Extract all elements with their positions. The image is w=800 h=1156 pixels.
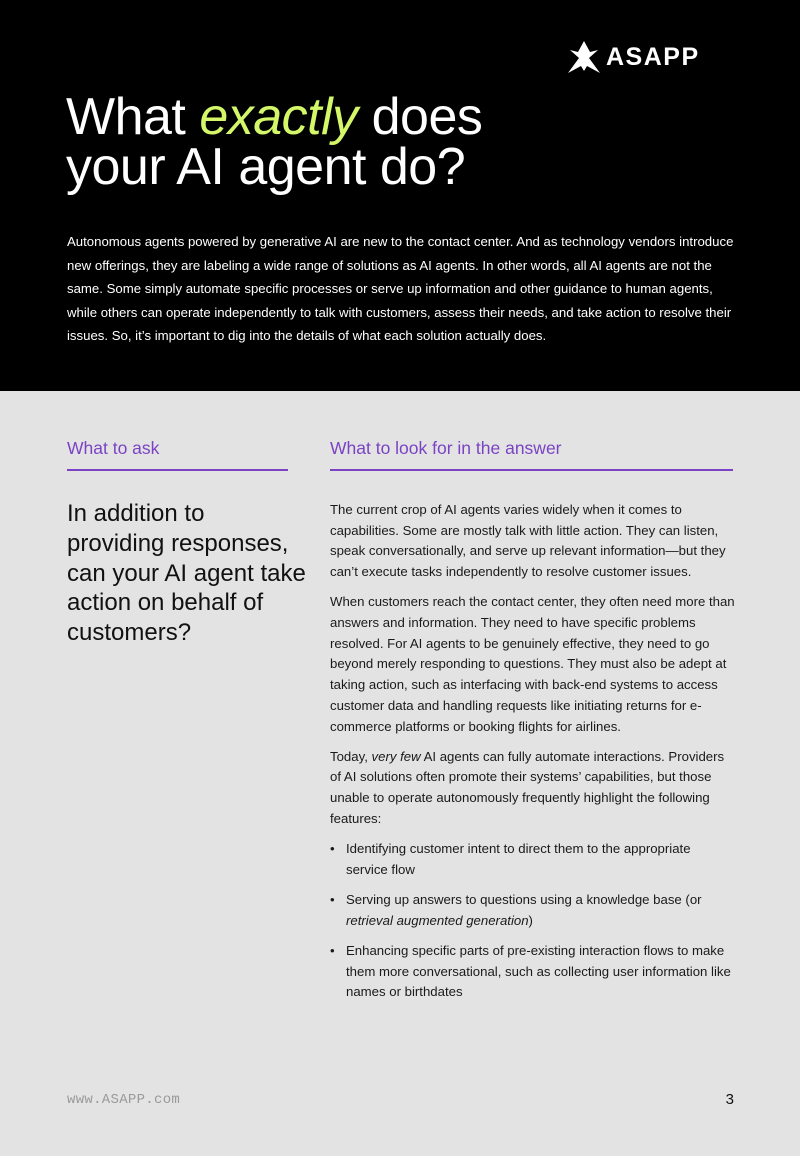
title-line-2: your AI agent do? bbox=[66, 138, 466, 196]
list-item-text-start: Serving up answers to questions using a knowledge base (or bbox=[346, 891, 702, 907]
list-item-emphasis: retrieval augmented generation bbox=[346, 912, 529, 928]
page-number: 3 bbox=[725, 1091, 734, 1108]
p3-emphasis: very few bbox=[371, 748, 421, 764]
answer-heading: What to look for in the answer bbox=[330, 436, 733, 471]
p3-rest: AI agents can fully automate interactions. Providers of AI solutions often promote their systems’ capabilities, but those unable to operate autonomously frequently highlight the following features: bbox=[330, 748, 725, 826]
p3-start: Today, bbox=[330, 748, 372, 764]
bullet-icon: • bbox=[330, 841, 335, 857]
list-item bbox=[330, 941, 735, 1003]
list-item-text: Enhancing specific parts of pre-existing interaction flows to make them more conversational, such as collecting user information like names or birthdates bbox=[346, 942, 731, 1000]
page-title bbox=[66, 88, 483, 196]
question-text: In addition to providing responses, can your AI agent take action on behalf of customers? bbox=[67, 500, 306, 647]
answer-paragraph-3 bbox=[330, 747, 735, 830]
title-part-1: What bbox=[66, 88, 200, 146]
list-item bbox=[330, 839, 735, 880]
answer-paragraph-2: When customers reach the contact center, they often need more than answers and information. They need to have specific problems resolved. For AI agents to be genuinely effective, they need to go beyond merely responding to questions. They must also be adept at taking action, such as interfacing with back-end systems to access customer data and handling requests like initiating returns for e-commerce platforms or booking flights for airlines. bbox=[330, 594, 735, 734]
title-part-2: does bbox=[357, 88, 483, 146]
intro-paragraph: Autonomous agents powered by generative AI are new to the contact center. And as technology vendors introduce new offerings, they are labeling a wide range of solutions as AI agents. In other words, all AI agents are not the same. Some simply automate specific processes or serve up information and other guidance to human agents, while others can operate independently to talk with customers, assess their needs, and take action to resolve their issues. So, it’s important to dig into the details of what each solution actually does. bbox=[67, 234, 734, 344]
bullet-icon: • bbox=[330, 891, 335, 907]
bullet-icon: • bbox=[330, 942, 335, 958]
brand-logo[interactable] bbox=[567, 40, 700, 74]
answer-body bbox=[330, 500, 735, 1012]
what-to-ask-heading: What to ask bbox=[67, 436, 288, 471]
feature-list bbox=[330, 839, 735, 1003]
list-item-text-end: ) bbox=[528, 912, 533, 928]
hero-section bbox=[0, 0, 800, 391]
brand-name: ASAPP bbox=[606, 43, 700, 71]
answer-paragraph-1: The current crop of AI agents varies widely when it comes to capabilities. Some are mostly talk with little action. They can listen, speak conversationally, and serve up relevant information—but they can’t execute tasks independently to resolve customer issues. bbox=[330, 502, 726, 580]
footer-website-link[interactable]: www.ASAPP.com bbox=[67, 1092, 181, 1108]
title-accent-word: exactly bbox=[199, 88, 358, 146]
asapp-logo-icon bbox=[567, 40, 601, 74]
list-item bbox=[330, 890, 735, 931]
list-item-text: Identifying customer intent to direct them to the appropriate service flow bbox=[346, 841, 691, 877]
